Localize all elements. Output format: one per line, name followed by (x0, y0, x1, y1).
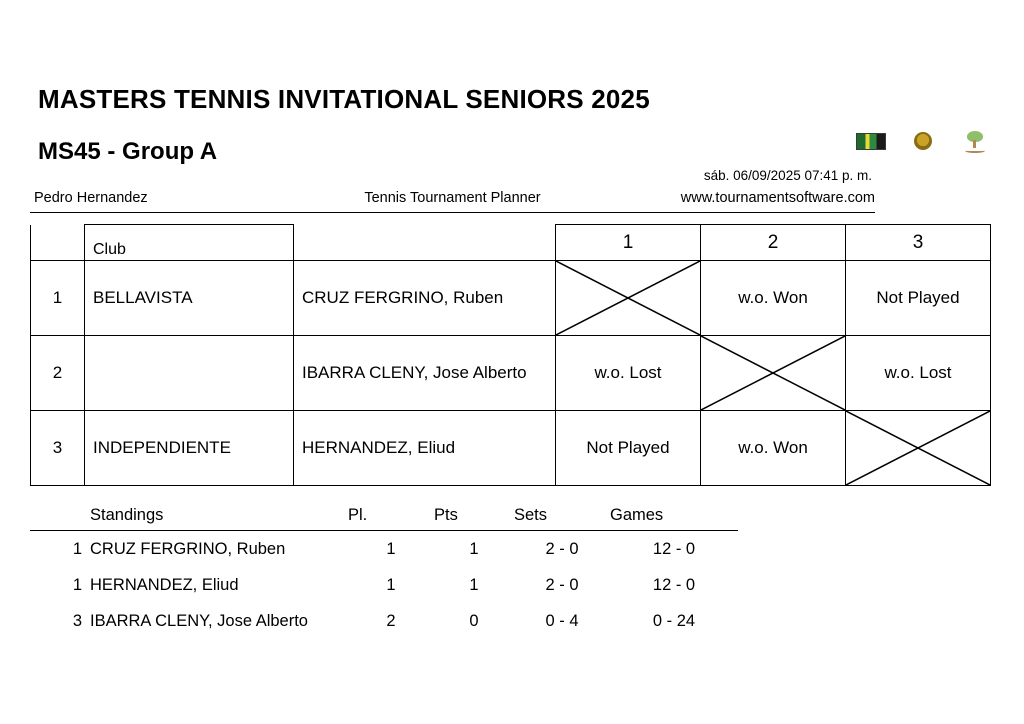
cross-row-club (85, 336, 294, 411)
standings-pl: 2 (386, 612, 396, 630)
cross-row-club: BELLAVISTA (85, 261, 294, 336)
cross-row-rank: 3 (31, 411, 85, 486)
cross-row-rank: 2 (31, 336, 85, 411)
standings-pts: 0 (469, 612, 479, 630)
standings-sets: 2 - 0 (545, 576, 579, 594)
cross-header-club: Club (85, 225, 294, 261)
cross-cell-3-1: Not Played (556, 411, 701, 486)
standings-header-sets: Sets (514, 504, 610, 531)
credits-bar (30, 190, 875, 213)
standings-table (30, 504, 738, 639)
cross-row-player: IBARRA CLENY, Jose Alberto (294, 336, 556, 411)
timestamp: sáb. 06/09/2025 07:41 p. m. (703, 168, 872, 183)
standings-games: 12 - 0 (652, 540, 696, 558)
list-item (30, 567, 738, 603)
cross-row-club: INDEPENDIENTE (85, 411, 294, 486)
tree-base-icon (965, 147, 985, 153)
standings-header-name: Standings (90, 504, 348, 531)
standings-name: HERNANDEZ, Eliud (90, 576, 239, 594)
credit-software: Tennis Tournament Planner (364, 190, 541, 206)
page-title: MASTERS TENNIS INVITATIONAL SENIORS 2025 (38, 84, 650, 114)
table-row (31, 261, 991, 336)
table-row (31, 411, 991, 486)
standings-games: 0 - 24 (652, 612, 696, 630)
standings-header-pl: Pl. (348, 504, 434, 531)
standings-header-row (30, 504, 738, 531)
list-item (30, 531, 738, 568)
cross-header-rank (31, 225, 85, 261)
cross-cell-2-1: w.o. Lost (556, 336, 701, 411)
tree-icon (964, 130, 986, 154)
cross-cell-1-2: w.o. Won (701, 261, 846, 336)
standings-section (30, 504, 730, 639)
cross-table (30, 224, 991, 486)
cross-header-opponent-1: 1 (556, 225, 701, 261)
cross-row-player: HERNANDEZ, Eliud (294, 411, 556, 486)
logo-group (856, 130, 986, 160)
cross-table-header-row (31, 225, 991, 261)
cross-cell-2-2 (701, 336, 846, 411)
cross-row-player: CRUZ FERGRINO, Ruben (294, 261, 556, 336)
seal-icon (914, 132, 932, 150)
cross-header-opponent-3: 3 (846, 225, 991, 261)
standings-header-pos (30, 504, 90, 531)
standings-sets: 2 - 0 (545, 540, 579, 558)
cross-header-opponent-2: 2 (701, 225, 846, 261)
cross-cell-3-2: w.o. Won (701, 411, 846, 486)
standings-pl: 1 (386, 576, 396, 594)
table-row (31, 336, 991, 411)
diagonal-cross-icon (846, 411, 990, 485)
standings-pl: 1 (386, 540, 396, 558)
cross-cell-1-1 (556, 261, 701, 336)
standings-pos: 3 (72, 612, 82, 630)
standings-pts: 1 (469, 540, 479, 558)
standings-name: IBARRA CLENY, Jose Alberto (90, 612, 308, 630)
cross-row-rank: 1 (31, 261, 85, 336)
standings-games: 12 - 0 (652, 576, 696, 594)
list-item (30, 603, 738, 639)
standings-name: CRUZ FERGRINO, Ruben (90, 540, 286, 558)
standings-header-games: Games (610, 504, 738, 531)
credit-author: Pedro Hernandez (34, 190, 148, 206)
cross-cell-1-3: Not Played (846, 261, 991, 336)
diagonal-cross-icon (701, 336, 845, 410)
cross-cell-2-3: w.o. Lost (846, 336, 991, 411)
flag-icon (856, 133, 886, 150)
page-subtitle: MS45 - Group A (38, 138, 218, 165)
standings-sets: 0 - 4 (545, 612, 579, 630)
diagonal-cross-icon (556, 261, 700, 335)
standings-pts: 1 (469, 576, 479, 594)
standings-pos: 1 (72, 540, 82, 558)
credit-website[interactable]: www.tournamentsoftware.com (680, 190, 875, 206)
standings-pos: 1 (72, 576, 82, 594)
standings-header-pts: Pts (434, 504, 514, 531)
cross-cell-3-3 (846, 411, 991, 486)
cross-header-player (294, 225, 556, 261)
